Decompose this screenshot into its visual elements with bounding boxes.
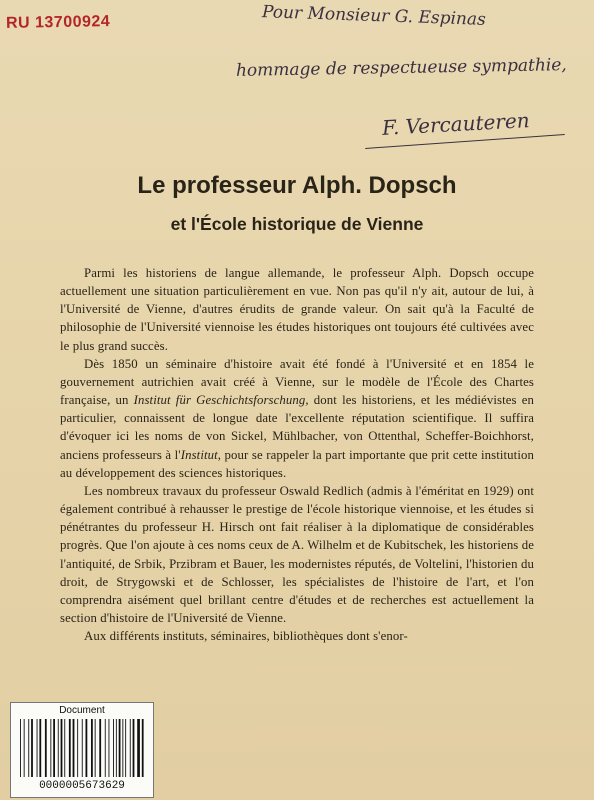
- barcode-bar: [113, 719, 114, 777]
- barcode-bar: [125, 719, 126, 777]
- author-signature: F. Vercauteren: [381, 108, 531, 140]
- barcode-bar: [109, 719, 110, 777]
- barcode-bar: [69, 719, 71, 777]
- italic-institut: Institut,: [180, 447, 222, 462]
- barcode-bar: [130, 719, 131, 777]
- barcode-bar: [28, 719, 29, 777]
- barcode-bar: [119, 719, 121, 777]
- barcode-bar: [133, 719, 135, 777]
- barcode-bar: [20, 719, 21, 777]
- barcode-bar: [53, 719, 55, 777]
- barcode-bar: [105, 719, 106, 777]
- barcode-bar: [39, 719, 41, 777]
- barcode-bar: [73, 719, 75, 777]
- barcode-bars: [19, 719, 145, 779]
- dedication-line-2: hommage de respectueuse sympathie,: [235, 55, 567, 81]
- barcode-bar: [82, 719, 83, 777]
- inventory-stamp: RU 13700924: [5, 13, 111, 32]
- barcode-bar: [37, 719, 38, 777]
- barcode-bar: [122, 719, 123, 777]
- italic-institute-name: Institut für Geschichtsforschung,: [133, 393, 309, 408]
- dedication-line-1: Pour Monsieur G. Espinas: [261, 2, 487, 30]
- document-subtitle: et l'École historique de Vienne: [170, 214, 424, 234]
- barcode-label: [10, 702, 154, 798]
- barcode-bar: [91, 719, 93, 777]
- barcode-header: Document: [59, 705, 105, 716]
- barcode-bar: [24, 719, 25, 777]
- paragraph-1: Parmi les historiens de langue allemande, le professeur Alph. Dopsch occupe actuellement une situation particulièrement en vue. Non pas qu'il n'y ait, autour de lui, à l'Université de Vienne, d'autres érudits de grande valeur. On sait qu'à la Faculté de philosophie de l'Université viennoise les études historiques ont toujours été cultivées avec le plus grand succès.: [60, 266, 534, 353]
- barcode-bar: [50, 719, 51, 777]
- barcode-bar: [31, 719, 33, 777]
- paragraph-4: Aux différents instituts, séminaires, bibliothèques dont s'enor-: [84, 629, 408, 644]
- barcode-bar: [142, 719, 144, 777]
- paragraph-2: Dès 1850 un séminaire d'histoire avait été fondé à l'Université et en 1854 le gouvernement autrichien avait créé à Vienne, sur le modèle de l'École des Chartes française, un Institut für Geschichtsforschung, dont les historiens, et les médiévistes en particulier, connaissent de longue date l'excellente réputation scientifique. Il suffira d'évoquer ici les noms de von Sickel, Mühlbacher, von Ottenthal, Scheffer-Boichhorst, anciens professeurs à l'Institut, pour se rappeler la part importante que prit cette institution au développement des sciences historiques.: [60, 356, 534, 480]
- barcode-bar: [99, 719, 101, 777]
- barcode-bar: [95, 719, 96, 777]
- body-text: [60, 264, 534, 645]
- barcode-bar: [64, 719, 65, 777]
- barcode-bar: [116, 719, 117, 777]
- barcode-bar: [137, 719, 140, 777]
- barcode-bar: [86, 719, 88, 777]
- barcode-bar: [58, 719, 59, 777]
- barcode-bar: [45, 719, 47, 777]
- barcode-bar: [61, 719, 63, 777]
- document-title: Le professeur Alph. Dopsch: [137, 172, 457, 199]
- paragraph-3: Les nombreux travaux du professeur Oswald Redlich (admis à l'éméritat en 1929) ont également contribué à rehausser le prestige de l'école historique viennoise, et les études si pénétrantes du professeur H. Hirsch ont fait réaliser à la diplomatique de considérables progrès. Que l'on ajoute à ces noms ceux de A. Wilhelm et de Kubitschek, les historiens de l'antiquité, de Srbik, Przibram et Bauer, les modernistes réputés, de Voltelini, l'historien du droit, de Strygowski et de Schlosser, les spécialistes de l'histoire de l'art, et l'on comprendra aisément quel brillant centre d'études et de recherches est actuellement la section d'histoire de l'Université de Vienne.: [60, 483, 534, 625]
- barcode-bar: [77, 719, 78, 777]
- barcode-number: 0000005673629: [39, 780, 125, 792]
